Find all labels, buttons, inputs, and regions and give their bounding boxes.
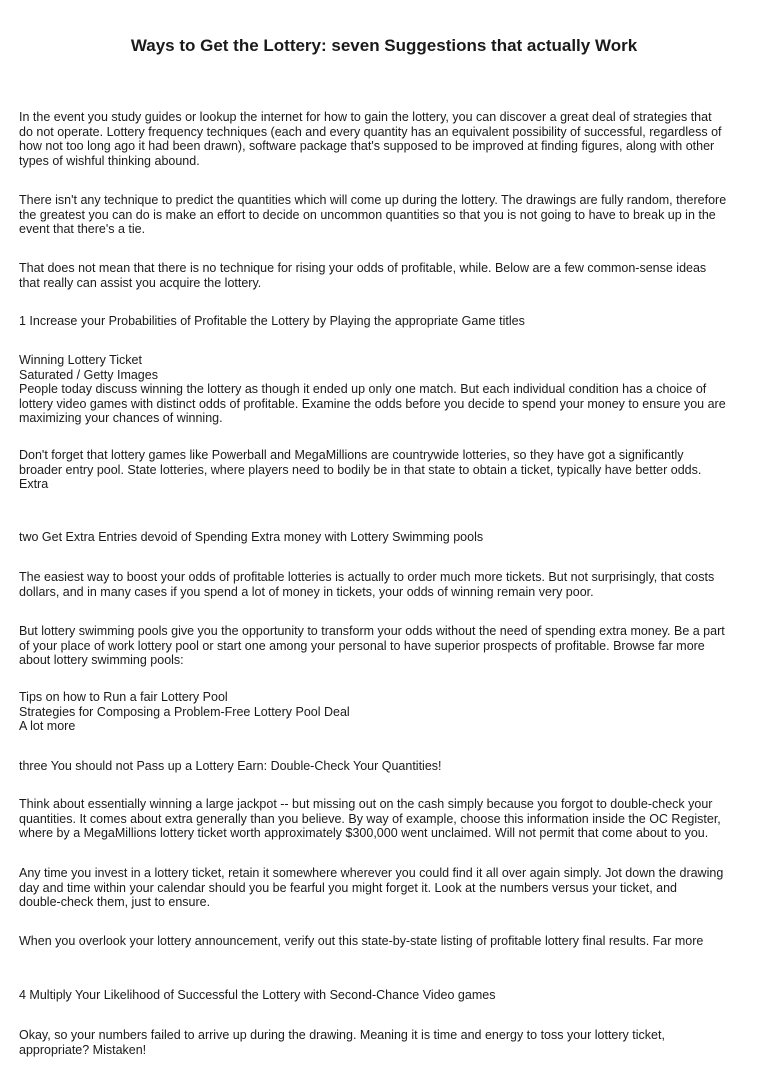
paragraph-intro (19, 110, 751, 168)
text-line: Saturated / Getty Images (19, 367, 158, 382)
text-line: that really can assist you acquire the lottery. (19, 275, 262, 290)
text-line: dollars, and in many cases if you spend a lot of money in tickets, your odds of winning remain very poor. (19, 584, 594, 599)
heading-tip-1 (19, 314, 751, 329)
text-line: When you overlook your lottery announcement, verify out this state-by-state listing of profitable lottery final results. Far more (19, 934, 704, 948)
paragraph-results-list (19, 934, 751, 949)
text-line: 4 Multiply Your Likelihood of Successful the Lottery with Second-Chance Video games (19, 988, 496, 1002)
text-line: There isn't any technique to predict the quantities which will come up during the lottery. The drawings are fully random, therefore (19, 193, 727, 207)
text-line: the greatest you can do is make an effort to decide on uncommon quantities so that you is not going to have to break up in the (19, 207, 716, 222)
text-line: Okay, so your numbers failed to arrive up during the drawing. Meaning it is time and energy to toss your lottery ticket, (19, 1028, 665, 1042)
text-line: appropriate? Mistaken! (19, 1042, 147, 1057)
text-line: do not operate. Lottery frequency techniques (each and every quantity has an equivalent possibility of successful, regardless of (19, 124, 722, 139)
text-line: In the event you study guides or lookup the internet for how to gain the lottery, you can discover a great deal of strategies that (19, 110, 712, 124)
paragraph-no-prediction (19, 193, 751, 237)
text-line: lottery video games with distinct odds of profitable. Examine the odds before you decide to spend your money to ensure you are (19, 396, 726, 411)
text-line: Don't forget that lottery games like Powerball and MegaMillions are countrywide lotteries, so they have got a significantly (19, 448, 684, 462)
text-line: That does not mean that there is no technique for rising your odds of profitable, while. Below are a few common-sense ideas (19, 261, 707, 275)
text-line: People today discuss winning the lottery as though it ended up only one match. But each individual condition has a choice of (19, 382, 707, 397)
paragraph-double-check (19, 797, 751, 841)
paragraph-national-lotteries (19, 448, 751, 492)
text-line: The easiest way to boost your odds of profitable lotteries is actually to order much more tickets. But not surprisingly, that costs (19, 570, 715, 584)
text-line: Extra (19, 477, 49, 492)
text-line: two Get Extra Entries devoid of Spending Extra money with Lottery Swimming pools (19, 530, 484, 544)
paragraph-right-games (19, 353, 751, 426)
heading-tip-3 (19, 759, 751, 774)
heading-tip-4 (19, 988, 751, 1003)
document-title: Ways to Get the Lottery: seven Suggestions that actually Work (130, 36, 638, 55)
text-line: about lottery swimming pools: (19, 653, 184, 668)
text-line: Winning Lottery Ticket (19, 353, 142, 367)
paragraph-more-tickets (19, 570, 751, 599)
text-line: Any time you invest in a lottery ticket, retain it somewhere wherever you could find it all over again simply. Jot down the drawing (19, 866, 724, 880)
paragraph-second-chance (19, 1028, 751, 1057)
text-line: Tips on how to Run a fair Lottery Pool (19, 690, 228, 704)
paragraph-common-sense (19, 261, 751, 290)
paragraph-pool-links (19, 690, 751, 734)
text-line: Think about essentially winning a large jackpot -- but missing out on the cash simply because you forgot to double-check your (19, 797, 713, 811)
text-line: where by a MegaMillions lottery ticket worth approximately $300,000 went unclaimed. Will not permit that come about to you. (19, 826, 709, 841)
heading-tip-2 (19, 530, 751, 545)
text-line: double-check them, just to ensure. (19, 895, 211, 910)
paragraph-lottery-pools (19, 624, 751, 668)
text-line: A lot more (19, 719, 76, 734)
text-line: 1 Increase your Probabilities of Profitable the Lottery by Playing the appropriate Game titles (19, 314, 525, 328)
text-line: quantities. It comes about extra generally than you believe. By way of example, choose this information inside the OC Register, (19, 811, 721, 826)
text-line: how not too long ago it had been drawn), software package that's supposed to be improved at finding figures, along with other (19, 139, 715, 154)
text-line: But lottery swimming pools give you the opportunity to transform your odds without the need of spending extra money. Be a part (19, 624, 725, 638)
text-line: Strategies for Composing a Problem-Free Lottery Pool Deal (19, 704, 350, 719)
paragraph-keep-ticket (19, 866, 751, 910)
text-line: event that there's a tie. (19, 222, 146, 237)
text-line: maximizing your chances of winning. (19, 411, 223, 426)
text-line: broader entry pool. State lotteries, where players need to bodily be in that state to obtain a ticket, typically have better odds. (19, 462, 702, 477)
text-line: types of wishful thinking abound. (19, 153, 200, 168)
text-line: day and time within your calendar should you be fearful you might forget it. Look at the numbers versus your ticket, and (19, 880, 677, 895)
text-line: three You should not Pass up a Lottery Earn: Double-Check Your Quantities! (19, 759, 442, 773)
text-line: of your place of work lottery pool or start one among your personal to have superior prospects of profitable. Browse far more (19, 638, 705, 653)
